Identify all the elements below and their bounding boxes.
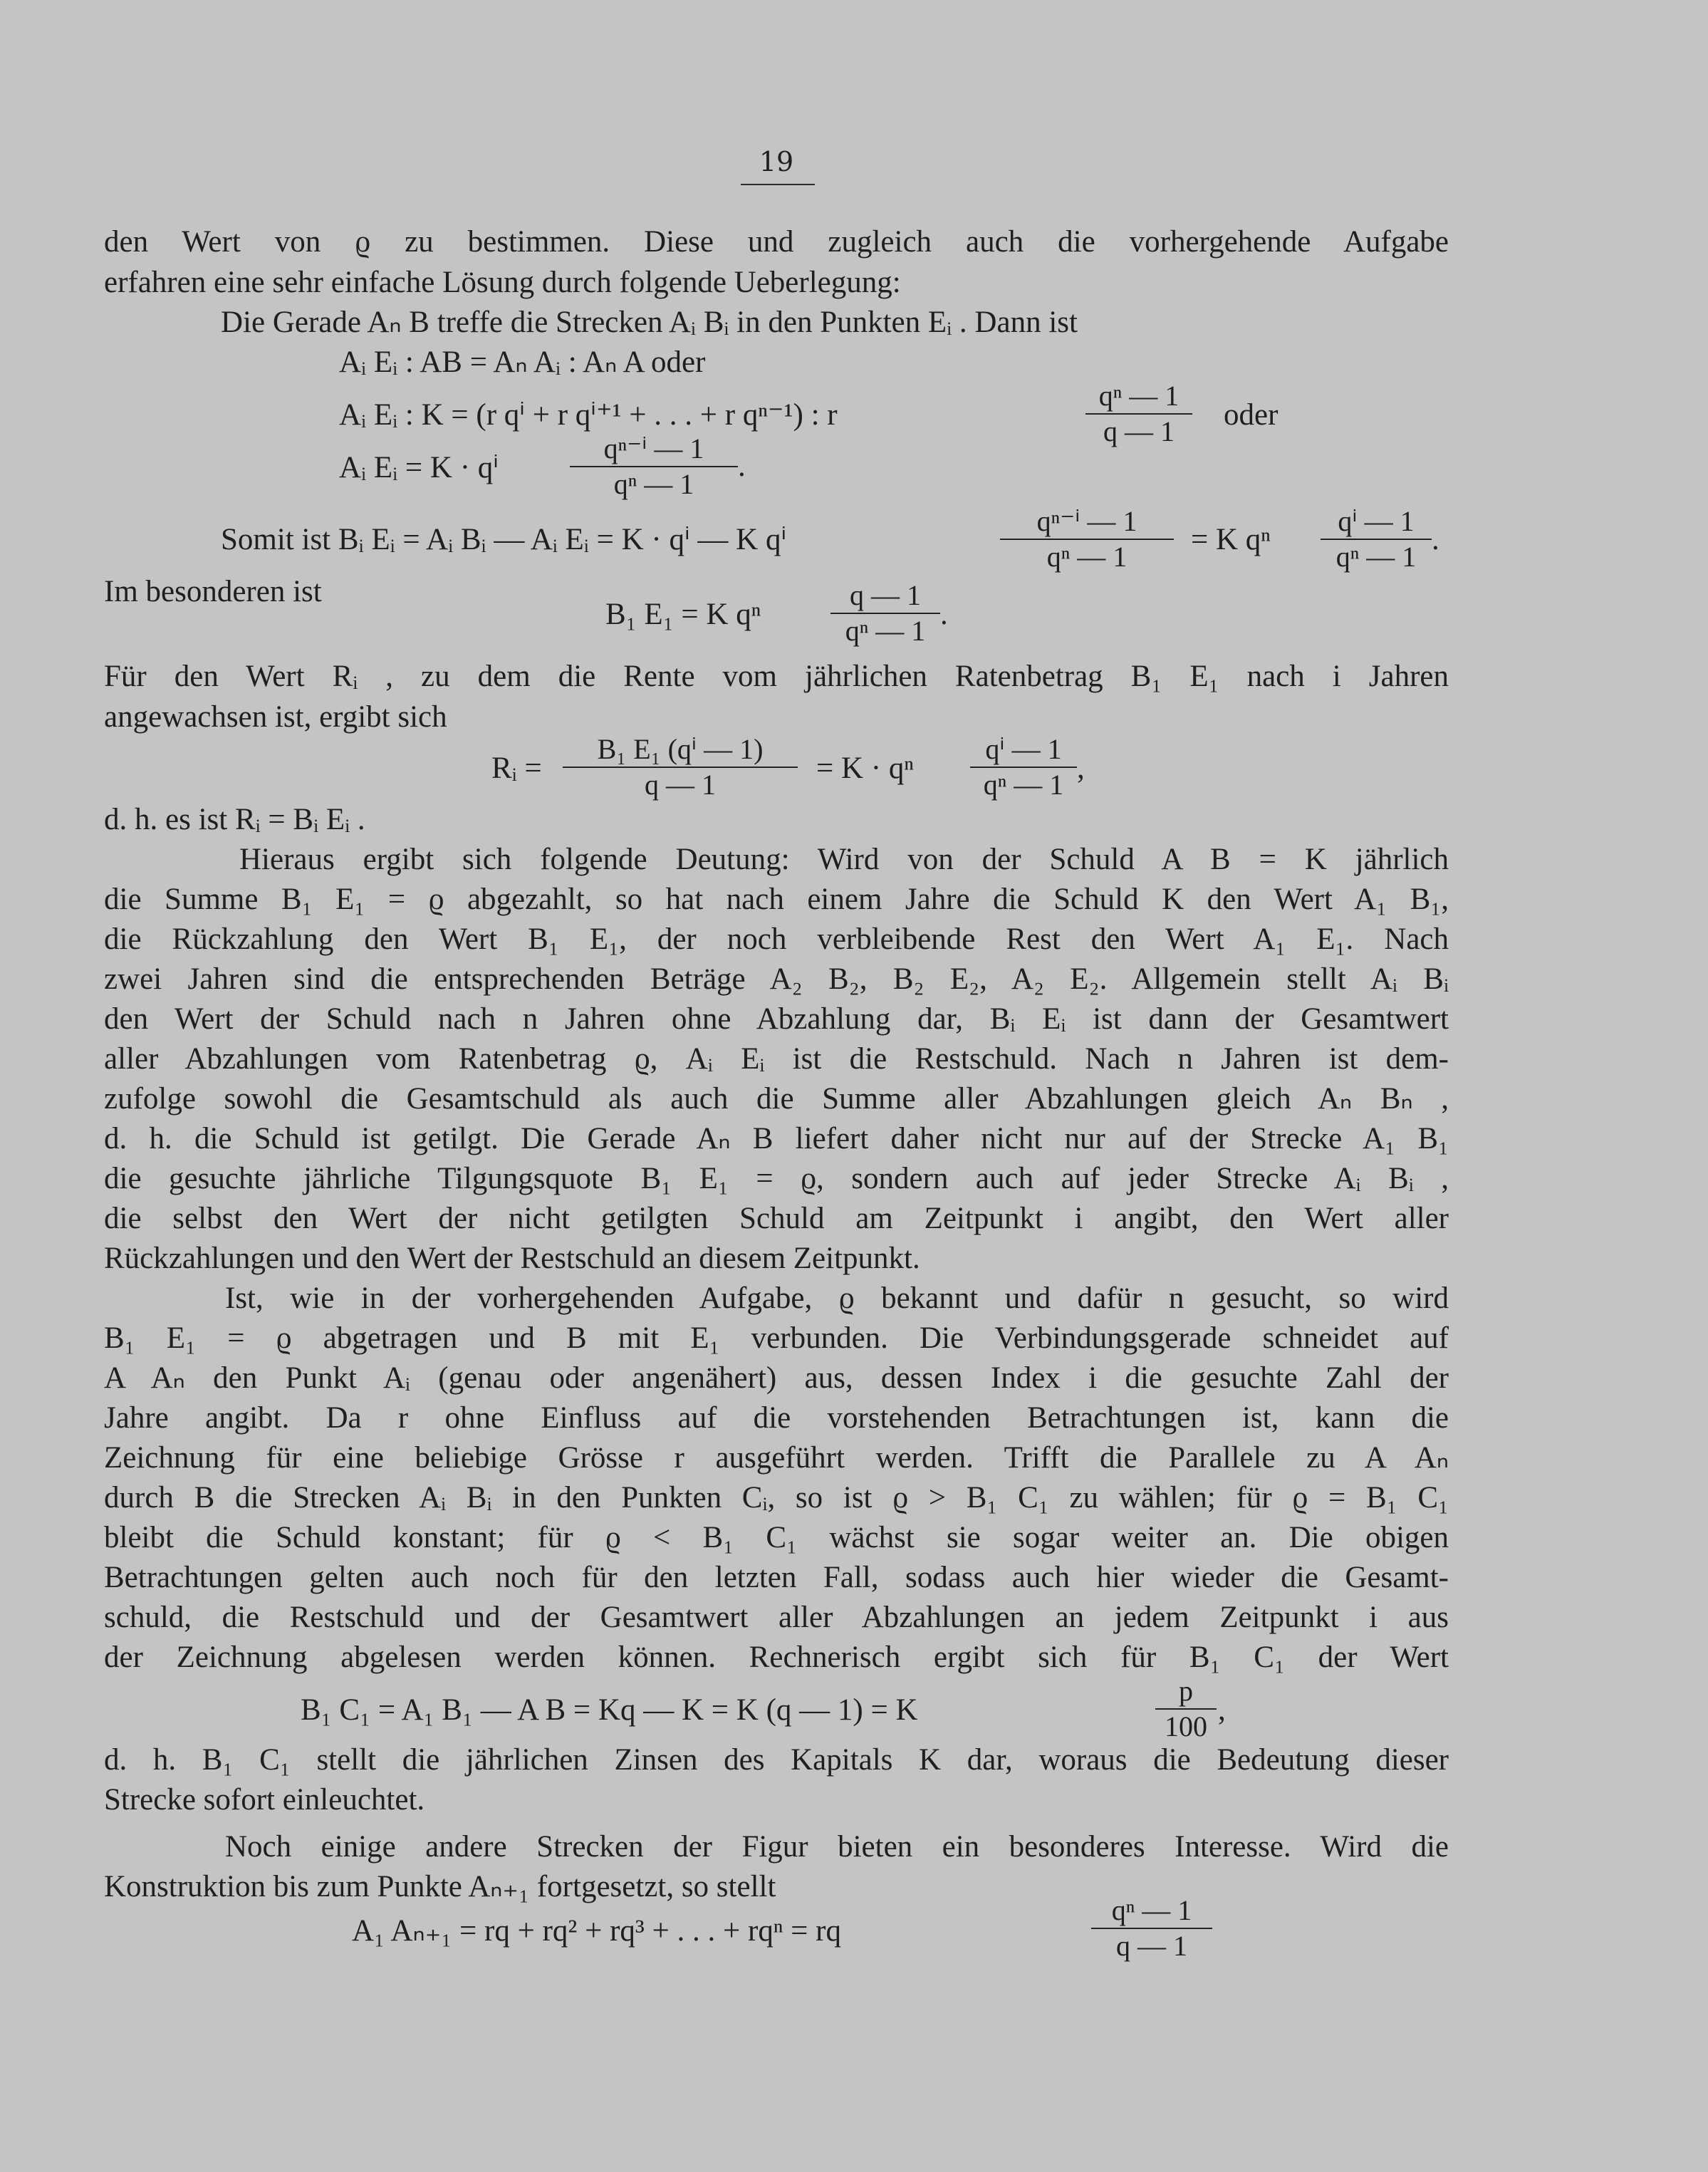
fraction-numerator: qⁿ — 1 (1091, 1895, 1212, 1929)
text-line: Die Gerade Aₙ B treffe die Strecken Aᵢ Bᵢ in den Punkten Eᵢ . Dann ist (221, 306, 1078, 339)
text-line: Rückzahlungen und den Wert der Restschuld an diesem Zeitpunkt. (104, 1242, 920, 1275)
fraction-denominator: qⁿ — 1 (1046, 541, 1128, 573)
text-line: erfahren eine sehr einfache Lösung durch folgende Ueberlegung: (104, 266, 901, 299)
fraction-numerator: q — 1 (830, 580, 940, 614)
text-line: zwei Jahren sind die entsprechenden Beträge A₂ B₂, B₂ E₂, A₂ E₂. Allgemein stellt Aᵢ Bᵢ (104, 962, 1449, 996)
text-line: die selbst den Wert der nicht getilgten Schuld am Zeitpunkt i angibt, den Wert aller (104, 1202, 1449, 1235)
equation: A₁ Aₙ₊₁ = rq + rq² + rq³ + . . . + rqⁿ = rq (352, 1914, 841, 1948)
text-line: Betrachtungen gelten auch noch für den letzten Fall, sodass auch hier wieder die Gesamt- (104, 1561, 1449, 1594)
equation: Rᵢ = (491, 752, 542, 785)
punctuation: . (1432, 523, 1439, 556)
text-line: Ist, wie in der vorhergehenden Aufgabe, ϱ bekannt und dafür n gesucht, so wird (225, 1282, 1449, 1315)
fraction (830, 580, 940, 647)
fraction-denominator: 100 (1165, 1710, 1207, 1742)
text-line: B₁ E₁ = ϱ abgetragen und B mit E₁ verbunden. Die Verbindungsgerade schneidet auf (104, 1321, 1449, 1355)
text-line: durch B die Strecken Aᵢ Bᵢ in den Punkten Cᵢ, so ist ϱ > B₁ C₁ zu wählen; für ϱ = B₁ C₁ (104, 1481, 1449, 1514)
text-line: d. h. B₁ C₁ stellt die jährlichen Zinsen des Kapitals K dar, woraus die Bedeutung dieser (104, 1743, 1449, 1777)
fraction (1085, 380, 1192, 447)
text-line: d. h. die Schuld ist getilgt. Die Gerade Aₙ B liefert daher nicht nur auf der Strecke A₁ B₁ (104, 1122, 1449, 1155)
text-line: d. h. es ist Rᵢ = Bᵢ Eᵢ . (104, 803, 365, 836)
equation: Somit ist Bᵢ Eᵢ = Aᵢ Bᵢ — Aᵢ Eᵢ = K · qⁱ — K qⁱ (221, 523, 787, 556)
text-line: zufolge sowohl die Gesamtschuld als auch die Summe aller Abzahlungen gleich Aₙ Bₙ , (104, 1082, 1449, 1116)
text-line: Jahre angibt. Da r ohne Einfluss auf die vorstehenden Betrachtungen ist, kann die (104, 1401, 1449, 1435)
fraction-denominator: qⁿ — 1 (613, 468, 694, 500)
fraction-numerator: qⁿ⁻ⁱ — 1 (570, 433, 738, 467)
fraction-numerator: qⁱ — 1 (970, 734, 1077, 768)
fraction-numerator: qⁿ⁻ⁱ — 1 (1000, 506, 1174, 540)
text-line: bleibt die Schuld konstant; für ϱ < B₁ C₁ wächst sie sogar weiter an. Die obigen (104, 1521, 1449, 1554)
fraction-numerator: B₁ E₁ (qⁱ — 1) (563, 734, 798, 768)
text-line: die Rückzahlung den Wert B₁ E₁, der noch verbleibende Rest den Wert A₁ E₁. Nach (104, 923, 1449, 956)
equation: B₁ E₁ = K qⁿ (605, 598, 761, 631)
fraction (1321, 506, 1432, 573)
fraction (1091, 1895, 1212, 1962)
punctuation: , (1218, 1693, 1226, 1727)
text-line: Im besonderen ist (104, 575, 322, 608)
text-line: Strecke sofort einleuchtet. (104, 1783, 425, 1817)
text-line: Zeichnung für eine beliebige Grösse r ausgeführt werden. Trifft die Parallele zu A Aₙ (104, 1441, 1449, 1475)
fraction-numerator: qⁱ — 1 (1321, 506, 1432, 540)
text-line: Noch einige andere Strecken der Figur bieten ein besonderes Interesse. Wird die (225, 1830, 1449, 1864)
text-line: die gesuchte jährliche Tilgungsquote B₁ E₁ = ϱ, sondern auch auf jeder Strecke Aᵢ Bᵢ , (104, 1162, 1449, 1195)
fraction (563, 734, 798, 801)
text-line: schuld, die Restschuld und der Gesamtwert aller Abzahlungen an jedem Zeitpunkt i aus (104, 1601, 1449, 1634)
text-line: den Wert von ϱ zu bestimmen. Diese und zugleich auch die vorhergehende Aufgabe (104, 225, 1449, 259)
text-line: aller Abzahlungen vom Ratenbetrag ϱ, Aᵢ Eᵢ ist die Restschuld. Nach n Jahren ist dem- (104, 1042, 1449, 1076)
equation-word: oder (1224, 398, 1279, 432)
fraction-denominator: q — 1 (645, 769, 716, 801)
equation: Aᵢ Eᵢ : K = (r qⁱ + r qⁱ⁺¹ + . . . + r qⁿ⁻¹) : r (339, 398, 838, 432)
equation: Aᵢ Eᵢ = K · qⁱ (339, 451, 499, 484)
equation: = K qⁿ (1191, 523, 1271, 556)
punctuation: . (738, 450, 746, 483)
punctuation: , (1077, 752, 1085, 785)
fraction-denominator: qⁿ — 1 (983, 769, 1064, 801)
page-number: 19 (759, 146, 794, 177)
fraction-numerator: qⁿ — 1 (1085, 380, 1192, 415)
text-line: Hieraus ergibt sich folgende Deutung: Wird von der Schuld A B = K jährlich (239, 843, 1449, 876)
text-line: der Zeichnung abgelesen werden können. Rechnerisch ergibt sich für B₁ C₁ der Wert (104, 1641, 1449, 1674)
fraction (570, 433, 738, 500)
fraction-numerator: p (1155, 1675, 1217, 1710)
fraction-denominator: qⁿ — 1 (845, 615, 926, 647)
text-line: angewachsen ist, ergibt sich (104, 700, 447, 734)
fraction-denominator: qⁿ — 1 (1335, 541, 1417, 573)
text-line: die Summe B₁ E₁ = ϱ abgezahlt, so hat nach einem Jahre die Schuld K den Wert A₁ B₁, (104, 883, 1449, 916)
text-line: den Wert der Schuld nach n Jahren ohne Abzahlung dar, Bᵢ Eᵢ ist dann der Gesamtwert (104, 1002, 1449, 1036)
text-line: A Aₙ den Punkt Aᵢ (genau oder angenähert) aus, dessen Index i die gesuchte Zahl der (104, 1361, 1449, 1395)
fraction-denominator: q — 1 (1103, 415, 1175, 447)
fraction (1155, 1675, 1217, 1742)
fraction (1000, 506, 1174, 573)
punctuation: . (940, 598, 948, 631)
equation: B₁ C₁ = A₁ B₁ — A B = Kq — K = K (q — 1) = K (301, 1693, 918, 1727)
equation: = K · qⁿ (816, 752, 914, 785)
text-line: Für den Wert Rᵢ , zu dem die Rente vom jährlichen Ratenbetrag B₁ E₁ nach i Jahren (104, 660, 1449, 693)
equation: Aᵢ Eᵢ : AB = Aₙ Aᵢ : Aₙ A oder (339, 345, 706, 379)
text-line: Konstruktion bis zum Punkte Aₙ₊₁ fortgesetzt, so stellt (104, 1870, 776, 1903)
fraction (970, 734, 1077, 801)
page-number-rule (741, 184, 815, 185)
fraction-denominator: q — 1 (1116, 1930, 1187, 1962)
